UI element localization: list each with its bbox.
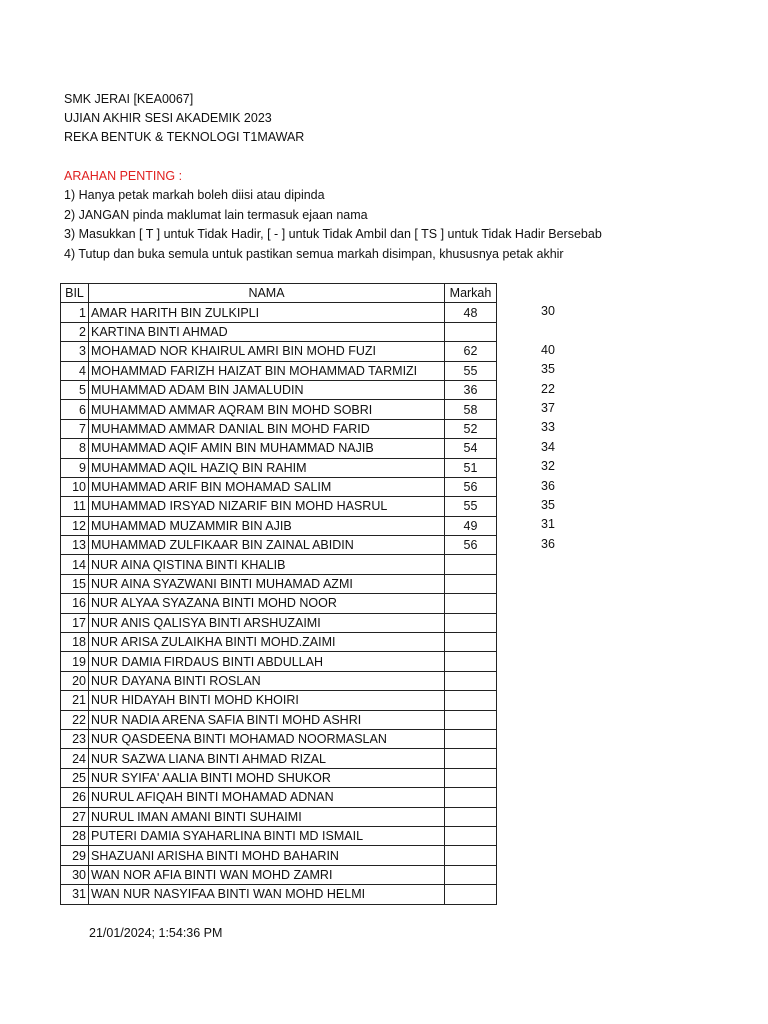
markah-cell[interactable]: 58 bbox=[445, 400, 497, 419]
bil-cell: 10 bbox=[61, 477, 89, 496]
table-row bbox=[61, 865, 497, 884]
table-row bbox=[61, 536, 497, 555]
instruction-2: 2) JANGAN pinda maklumat lain termasuk ejaan nama bbox=[64, 208, 368, 222]
name-cell: NUR AINA SYAZWANI BINTI MUHAMAD AZMI bbox=[89, 574, 445, 593]
name-cell: MUHAMMAD AMMAR AQRAM BIN MOHD SOBRI bbox=[89, 400, 445, 419]
markah-cell[interactable] bbox=[445, 865, 497, 884]
side-value: 36 bbox=[541, 478, 555, 493]
table-row bbox=[61, 516, 497, 535]
subject-title: REKA BENTUK & TEKNOLOGI T1MAWAR bbox=[64, 130, 305, 144]
table-row bbox=[61, 749, 497, 768]
table-row bbox=[61, 439, 497, 458]
name-cell: KARTINA BINTI AHMAD bbox=[89, 322, 445, 341]
markah-cell[interactable]: 52 bbox=[445, 419, 497, 438]
table-row bbox=[61, 303, 497, 322]
markah-cell[interactable] bbox=[445, 322, 497, 341]
table-row bbox=[61, 574, 497, 593]
side-value: 36 bbox=[541, 536, 555, 551]
header-nama: NAMA bbox=[89, 284, 445, 303]
name-cell: PUTERI DAMIA SYAHARLINA BINTI MD ISMAIL bbox=[89, 826, 445, 845]
name-cell: NUR SAZWA LIANA BINTI AHMAD RIZAL bbox=[89, 749, 445, 768]
name-cell: NUR NADIA ARENA SAFIA BINTI MOHD ASHRI bbox=[89, 710, 445, 729]
markah-cell[interactable] bbox=[445, 652, 497, 671]
bil-cell: 29 bbox=[61, 846, 89, 865]
side-value: 31 bbox=[541, 517, 555, 532]
table-row bbox=[61, 361, 497, 380]
bil-cell: 1 bbox=[61, 303, 89, 322]
markah-cell[interactable] bbox=[445, 574, 497, 593]
markah-cell[interactable] bbox=[445, 846, 497, 865]
markah-cell[interactable]: 54 bbox=[445, 439, 497, 458]
bil-cell: 20 bbox=[61, 671, 89, 690]
table-row bbox=[61, 633, 497, 652]
table-row bbox=[61, 458, 497, 477]
bil-cell: 9 bbox=[61, 458, 89, 477]
name-cell: MUHAMMAD AMMAR DANIAL BIN MOHD FARID bbox=[89, 419, 445, 438]
markah-cell[interactable] bbox=[445, 885, 497, 904]
bil-cell: 12 bbox=[61, 516, 89, 535]
table-row bbox=[61, 710, 497, 729]
side-value: 22 bbox=[541, 381, 555, 396]
name-cell: NUR DAYANA BINTI ROSLAN bbox=[89, 671, 445, 690]
name-cell: MUHAMMAD AQIL HAZIQ BIN RAHIM bbox=[89, 458, 445, 477]
table-row bbox=[61, 826, 497, 845]
markah-cell[interactable] bbox=[445, 710, 497, 729]
markah-cell[interactable]: 56 bbox=[445, 536, 497, 555]
bil-cell: 5 bbox=[61, 380, 89, 399]
markah-cell[interactable]: 55 bbox=[445, 361, 497, 380]
bil-cell: 30 bbox=[61, 865, 89, 884]
markah-cell[interactable]: 51 bbox=[445, 458, 497, 477]
side-value: 32 bbox=[541, 459, 555, 474]
name-cell: MUHAMMAD ZULFIKAAR BIN ZAINAL ABIDIN bbox=[89, 536, 445, 555]
markah-cell[interactable] bbox=[445, 555, 497, 574]
name-cell: NUR HIDAYAH BINTI MOHD KHOIRI bbox=[89, 691, 445, 710]
markah-cell[interactable] bbox=[445, 729, 497, 748]
table-row bbox=[61, 671, 497, 690]
table-row bbox=[61, 885, 497, 904]
table-header-row bbox=[61, 284, 497, 303]
name-cell: MUHAMMAD IRSYAD NIZARIF BIN MOHD HASRUL bbox=[89, 497, 445, 516]
markah-cell[interactable] bbox=[445, 807, 497, 826]
table-row bbox=[61, 419, 497, 438]
name-cell: MUHAMMAD AQIF AMIN BIN MUHAMMAD NAJIB bbox=[89, 439, 445, 458]
name-cell: MUHAMMAD ADAM BIN JAMALUDIN bbox=[89, 380, 445, 399]
side-value: 35 bbox=[541, 498, 555, 512]
side-value: 33 bbox=[541, 420, 555, 435]
markah-cell[interactable] bbox=[445, 826, 497, 845]
bil-cell: 15 bbox=[61, 574, 89, 593]
bil-cell: 22 bbox=[61, 710, 89, 729]
side-value: 34 bbox=[541, 439, 555, 454]
table-row bbox=[61, 652, 497, 671]
side-value: 35 bbox=[541, 362, 555, 377]
bil-cell: 27 bbox=[61, 807, 89, 826]
table-row bbox=[61, 807, 497, 826]
header-bil: BIL bbox=[61, 284, 89, 303]
name-cell: NUR QASDEENA BINTI MOHAMAD NOORMASLAN bbox=[89, 729, 445, 748]
name-cell: NURUL AFIQAH BINTI MOHAMAD ADNAN bbox=[89, 788, 445, 807]
bil-cell: 21 bbox=[61, 691, 89, 710]
instruction-1: 1) Hanya petak markah boleh diisi atau dipinda bbox=[64, 188, 325, 202]
name-cell: MOHAMMAD FARIZH HAIZAT BIN MOHAMMAD TARMIZI bbox=[89, 361, 445, 380]
markah-cell[interactable] bbox=[445, 633, 497, 652]
instruction-4: 4) Tutup dan buka semula untuk pastikan semua markah disimpan, khususnya petak akhir bbox=[64, 247, 564, 261]
name-cell: NUR DAMIA FIRDAUS BINTI ABDULLAH bbox=[89, 652, 445, 671]
markah-cell[interactable]: 55 bbox=[445, 497, 497, 516]
table-row bbox=[61, 555, 497, 574]
table-row bbox=[61, 400, 497, 419]
bil-cell: 11 bbox=[61, 497, 89, 516]
markah-cell[interactable] bbox=[445, 788, 497, 807]
bil-cell: 2 bbox=[61, 322, 89, 341]
name-cell: MUHAMMAD MUZAMMIR BIN AJIB bbox=[89, 516, 445, 535]
markah-cell[interactable]: 62 bbox=[445, 342, 497, 361]
table-row bbox=[61, 594, 497, 613]
instructions-title: ARAHAN PENTING : bbox=[64, 169, 183, 183]
table-row bbox=[61, 846, 497, 865]
bil-cell: 13 bbox=[61, 536, 89, 555]
bil-cell: 28 bbox=[61, 826, 89, 845]
name-cell: NUR SYIFA' AALIA BINTI MOHD SHUKOR bbox=[89, 768, 445, 787]
bil-cell: 31 bbox=[61, 885, 89, 904]
bil-cell: 6 bbox=[61, 400, 89, 419]
marks-table bbox=[60, 283, 497, 905]
table-row bbox=[61, 768, 497, 787]
name-cell: WAN NOR AFIA BINTI WAN MOHD ZAMRI bbox=[89, 865, 445, 884]
table-row bbox=[61, 322, 497, 341]
name-cell: NUR AINA QISTINA BINTI KHALIB bbox=[89, 555, 445, 574]
markah-cell[interactable] bbox=[445, 613, 497, 632]
table-row bbox=[61, 691, 497, 710]
bil-cell: 4 bbox=[61, 361, 89, 380]
table-row bbox=[61, 729, 497, 748]
bil-cell: 18 bbox=[61, 633, 89, 652]
name-cell: NUR ALYAA SYAZANA BINTI MOHD NOOR bbox=[89, 594, 445, 613]
school-title: SMK JERAI [KEA0067] bbox=[64, 92, 194, 106]
markah-cell[interactable] bbox=[445, 768, 497, 787]
exam-title: UJIAN AKHIR SESI AKADEMIK 2023 bbox=[64, 111, 272, 125]
name-cell: NUR ANIS QALISYA BINTI ARSHUZAIMI bbox=[89, 613, 445, 632]
name-cell: SHAZUANI ARISHA BINTI MOHD BAHARIN bbox=[89, 846, 445, 865]
markah-cell[interactable] bbox=[445, 671, 497, 690]
bil-cell: 8 bbox=[61, 439, 89, 458]
header-markah: Markah bbox=[445, 284, 497, 303]
bil-cell: 25 bbox=[61, 768, 89, 787]
markah-cell[interactable] bbox=[445, 749, 497, 768]
markah-cell[interactable]: 48 bbox=[445, 303, 497, 322]
table-row bbox=[61, 380, 497, 399]
name-cell: MOHAMAD NOR KHAIRUL AMRI BIN MOHD FUZI bbox=[89, 342, 445, 361]
name-cell: WAN NUR NASYIFAA BINTI WAN MOHD HELMI bbox=[89, 885, 445, 904]
side-value: 37 bbox=[541, 401, 555, 415]
markah-cell[interactable] bbox=[445, 594, 497, 613]
markah-cell[interactable] bbox=[445, 691, 497, 710]
bil-cell: 17 bbox=[61, 613, 89, 632]
table-row bbox=[61, 613, 497, 632]
side-value: 30 bbox=[541, 304, 555, 318]
bil-cell: 16 bbox=[61, 594, 89, 613]
bil-cell: 19 bbox=[61, 652, 89, 671]
bil-cell: 14 bbox=[61, 555, 89, 574]
side-value: 40 bbox=[541, 342, 555, 357]
name-cell: NUR ARISA ZULAIKHA BINTI MOHD.ZAIMI bbox=[89, 633, 445, 652]
instruction-3: 3) Masukkan [ T ] untuk Tidak Hadir, [ - ] untuk Tidak Ambil dan [ TS ] untuk Tidak Hadir Bersebab bbox=[64, 227, 602, 241]
name-cell: NURUL IMAN AMANI BINTI SUHAIMI bbox=[89, 807, 445, 826]
bil-cell: 23 bbox=[61, 729, 89, 748]
bil-cell: 26 bbox=[61, 788, 89, 807]
timestamp: 21/01/2024; 1:54:36 PM bbox=[89, 926, 223, 940]
markah-cell[interactable]: 56 bbox=[445, 477, 497, 496]
bil-cell: 24 bbox=[61, 749, 89, 768]
name-cell: AMAR HARITH BIN ZULKIPLI bbox=[89, 303, 445, 322]
table-row bbox=[61, 497, 497, 516]
bil-cell: 3 bbox=[61, 342, 89, 361]
markah-cell[interactable]: 36 bbox=[445, 380, 497, 399]
name-cell: MUHAMMAD ARIF BIN MOHAMAD SALIM bbox=[89, 477, 445, 496]
markah-cell[interactable]: 49 bbox=[445, 516, 497, 535]
bil-cell: 7 bbox=[61, 419, 89, 438]
table-row bbox=[61, 788, 497, 807]
table-row bbox=[61, 342, 497, 361]
table-row bbox=[61, 477, 497, 496]
